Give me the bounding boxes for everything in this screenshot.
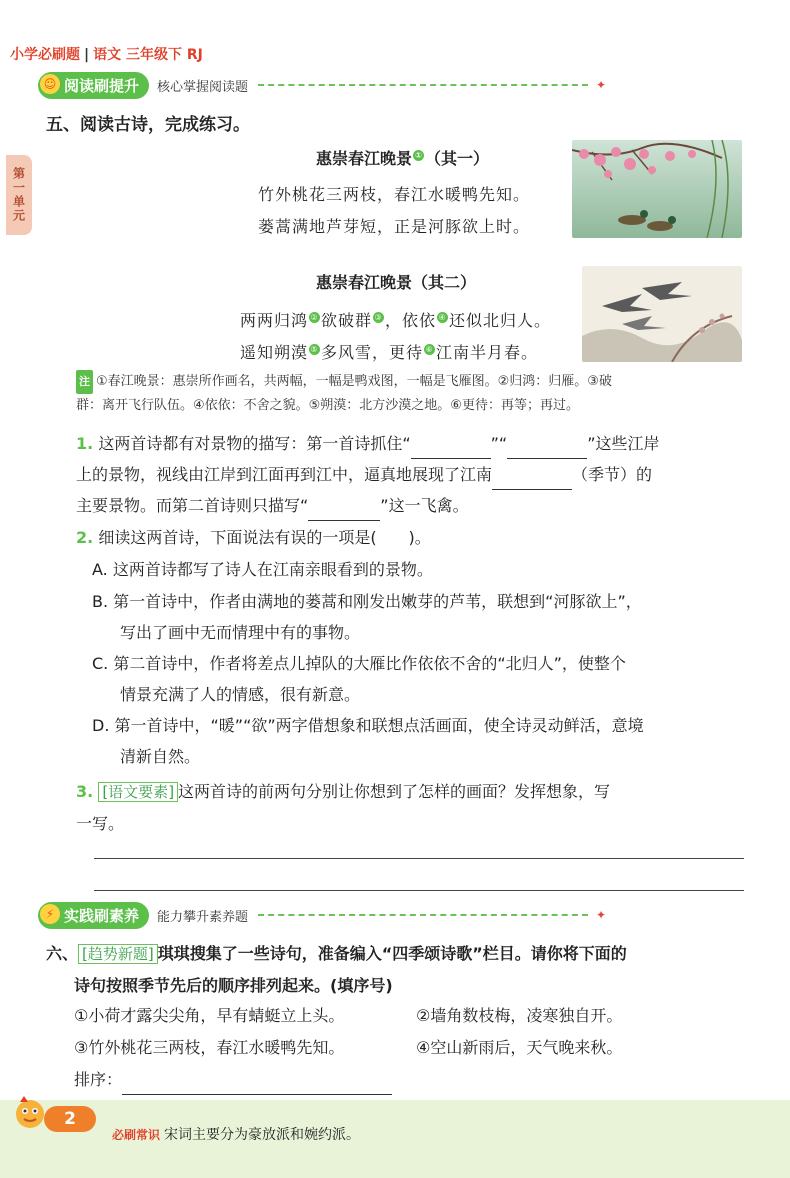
poem2-title: 惠崇春江晚景（其二）	[316, 273, 477, 292]
wild-geese-illustration	[582, 266, 742, 362]
section-title-pill	[38, 902, 149, 929]
question-5-heading: 五、阅读古诗，完成练习。	[46, 115, 250, 135]
sparkle-icon: ✦	[596, 78, 607, 92]
section-banner-practice	[38, 902, 606, 928]
brand-name: 小学必刷题	[10, 47, 80, 63]
answer-blank[interactable]	[507, 440, 587, 459]
answer-blank[interactable]	[308, 502, 380, 521]
footnote-marker: ①	[413, 150, 424, 161]
sparkle-icon: ✦	[596, 908, 607, 922]
question-5-item-1: 1. 这两首诗都有对景物的描写：第一首诗抓住“ ”“ ”这些江岸 上的景物，视线由江岸到江面再到江中，逼真地展现了江南 （季节）的 主要景物。而第二首诗则只描写“ ”这一飞禽。	[76, 428, 766, 521]
question-5-item-2-stem: 2. 细读这两首诗，下面说法有误的一项是( )。	[76, 528, 431, 547]
section-title-pill	[38, 72, 149, 99]
answer-line[interactable]	[94, 858, 744, 859]
order-answer-blank[interactable]	[122, 1076, 392, 1095]
language-element-tag: [语文要素]	[98, 782, 178, 802]
tip-label: 必刷常识	[112, 1128, 161, 1142]
answer-line[interactable]	[94, 890, 744, 891]
option-b[interactable]: B. 第一首诗中，作者由满地的蒌蒿和刚发出嫩芽的芦苇，联想到“河豚欲上”， 写出了画中无而情理中有的事物。	[92, 592, 642, 642]
poem-option-3: ③竹外桃花三两枝，春江水暖鸭先知。	[74, 1038, 345, 1057]
answer-blank[interactable]	[411, 440, 491, 459]
subject-label: 语文 三年级下 RJ	[93, 47, 203, 63]
poem2-line1: 两两归鸿 ② 欲破群 ③ ，依依 ④ 还似北归人。	[240, 311, 552, 330]
question-6: 六、 [趋势新题] 琪琪搜集了一些诗句，准备编入“四季颂诗歌”栏目。请你将下面的 诗句按照季节先后的顺序排列起来。(填序号)	[46, 944, 627, 995]
poem2-line2: 遥知朔漠 ⑤ 多风雪，更待 ⑥ 江南半月春。	[240, 343, 539, 362]
footer-tip	[112, 1124, 360, 1144]
peach-blossom-ducks-illustration	[572, 140, 742, 238]
mascot-icon	[10, 1092, 50, 1132]
section-subtitle: 能力攀升素养题	[157, 909, 249, 925]
trend-new-question-tag: [趋势新题]	[78, 944, 158, 964]
brand-header: 小学必刷题 | 语文 三年级下 RJ	[10, 47, 203, 63]
poem-option-4: ④空山新雨后，天气晚来秋。	[416, 1038, 623, 1057]
smile-icon: ☺	[40, 74, 60, 94]
section-title: 实践刷素养	[64, 906, 140, 925]
poem-option-1: ①小荷才露尖尖角，早有蜻蜓立上头。	[74, 1006, 345, 1025]
poem-option-2: ②墙角数枝梅，凌寒独自开。	[416, 1006, 623, 1025]
annotations-block: 注 ①春江晚景：惠崇所作画名，共两幅，一幅是鸭戏图，一幅是飞雁图。②归鸿：归雁。③破 群：离开飞行队伍。④依依：不舍之貌。⑤朔漠：北方沙漠之地。⑥更待：再等；再过。	[76, 370, 756, 418]
section-title: 阅读刷提升	[64, 76, 140, 95]
answer-blank[interactable]	[492, 471, 572, 490]
order-label: 排序：	[74, 1070, 123, 1089]
dashed-divider	[258, 914, 588, 916]
order-row	[74, 1064, 392, 1095]
lightning-icon: ⚡	[40, 904, 60, 924]
section-banner-reading	[38, 72, 606, 98]
unit-side-tab: 第一单元	[6, 155, 32, 235]
tip-text: 宋词主要分为豪放派和婉约派。	[164, 1127, 361, 1143]
option-d[interactable]: D. 第一首诗中，“暖”“欲”两字借想象和联想点活画面，使全诗灵动鲜活，意境 清新自然。	[92, 716, 644, 766]
poem1-line1: 竹外桃花三两枝，春江水暖鸭先知。	[258, 185, 531, 204]
section-subtitle: 核心掌握阅读题	[157, 79, 249, 95]
question-5-item-3: 3. [语文要素] 这两首诗的前两句分别让你想到了怎样的画面？发挥想象，写 一写。	[76, 782, 611, 833]
poem1-title: 惠崇春江晚景 ① （其一）	[316, 149, 490, 168]
dashed-divider	[258, 84, 588, 86]
note-tag: 注	[76, 370, 93, 394]
option-a[interactable]: A. 这两首诗都写了诗人在江南亲眼看到的景物。	[92, 560, 433, 579]
poem1-line2: 蒌蒿满地芦芽短，正是河豚欲上时。	[258, 217, 531, 236]
page-number: 2	[44, 1106, 96, 1132]
option-c[interactable]: C. 第二首诗中，作者将差点儿掉队的大雁比作依依不舍的“北归人”，使整个 情景充满了人的情感，很有新意。	[92, 654, 626, 704]
